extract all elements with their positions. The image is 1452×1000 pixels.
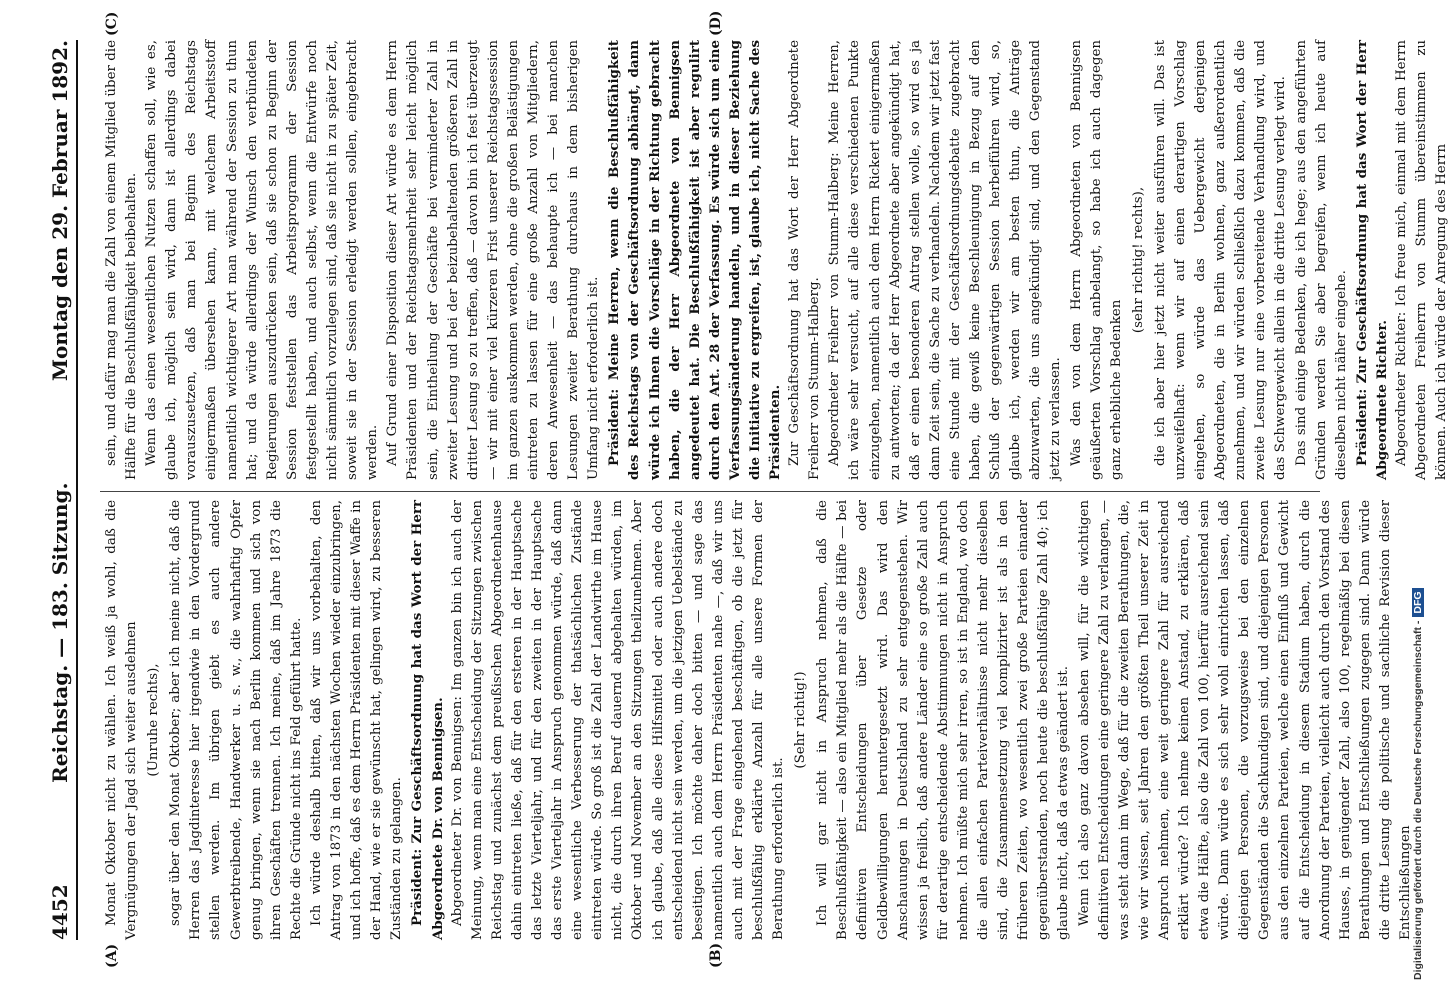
paragraph: Auf Grund einer Disposition dieser Art würde es dem Herrn Präsidenten und der Reichstagsmehrheit sehr leicht möglich sein, die Eintheilung der Geschäfte bei verminderter Zahl in zweiter Lesung und bei der beizubehaltenden größeren Zahl in dritter Lesung so zu treffen, daß — davon bin ich fest überzeugt — wir mit einer viel kürzeren Frist unserer Reichstagssession im ganzen auskommen werden, ohne die großen Belästigungen eintreten zu lassen für eine große Anzahl von Mitgliedern, deren Anwesenheit — das behaupte ich — bei manchen Lesungen zweiter Berathung durchaus in dem bisherigen Umfang nicht erforderlich ist.: [385, 40, 602, 480]
speaker-paragraph: Präsident: Zur Geschäftsordnung hat das Wort der Herr Abgeordnete Richter.: [1353, 40, 1390, 480]
left-column: [102, 500, 1413, 940]
paragraph: Was den von dem Herrn Abgeordneten von Bennigsen geäußerten Vorschlag anbelangt, so habe ich auch dagegen ganz erhebliche Bedenken: [1068, 40, 1124, 480]
page-header: [40, 40, 78, 940]
marker-a: (A): [104, 943, 120, 968]
paragraph: Abgeordneter Dr. von Bennigsen: Im ganzen bin ich auch der Meinung, wenn man eine Entscheidung der Sitzungen zwischen Reichstag und zunächst dem preußischen Abgeordnetenhause dahin eintreten ließe, daß für den ersteren in der Hauptsache das letzte Vierteljahr, und für den zweiten in der Hauptsache das erste Vierteljahr in Anspruch genommen würde, daß dann eine wesentliche Verbesserung der thatsächlichen Zustände eintreten würde. So groß ist die Zahl der Landwirthe im Hause nicht, die durch ihren Beruf dauernd abgehalten würden, im Oktober und November an den Sitzungen theilzunehmen. Aber ich glaube, daß alle diese Hilfsmittel oder auch andere doch entscheidend nicht sein werden, um die jetzigen Uebelstände zu beseitigen. Ich möchte daher doch bitten — und sage das namentlich auch dem Herrn Präsidenten nahe —, daß wir uns auch mit der Frage eingehend beschäftigen, ob die jetzt für beschlußfähig erklärte Anzahl für alle unsere Formen der Berathung erforderlich ist.: [449, 500, 787, 940]
interjection: (Unruhe rechts),: [146, 663, 162, 777]
column-divider: [100, 491, 1320, 492]
marker-b: (B): [708, 942, 724, 968]
paragraph: Ich will gar nicht in Anspruch nehmen, daß die Beschlußfähigkeit — also ein Mitglied mehr als die Hälfte — bei definitiven Entscheidungen über Gesetze oder Geldbewilligungen heruntergesetzt wird. Das wird den Anschauungen in Deutschland zu sehr entgegenstehen. Wir wissen ja freilich, daß andere Länder eine so große Zahl auch für derartige entscheidende Abstimmungen nicht in Anspruch nehmen. Ich müßte mich sehr irren, so ist in England, wo doch die allen einfachen Parteiverhältnisse nicht mehr dieselben sind, die Zusammensetzung viel komplizirter ist als in den früheren Zeiten, wo wesentlich zwei große Parteien einander gegenüberstanden, noch heute die beschlußfähige Zahl 40; ich glaube nicht, daß da etwas geändert ist.: [815, 500, 1072, 940]
paragraph: Das sind einige Bedenken, die ich hege; aus den angeführten Gründen werden Sie aber begreifen, wenn ich heute auf dieselben nicht näher eingehe.: [1293, 40, 1349, 480]
interjection: (Sehr richtig!): [793, 671, 809, 769]
paragraph: sein, und dafür mag man die Zahl von einem Mitglied über die Hälfte für die Beschlußfähigkeit beibehalten.: [104, 40, 140, 480]
interjection: (sehr richtig! rechts),: [1130, 186, 1146, 334]
paragraph: Zur Geschäftsordnung hat das Wort der Herr Abgeordnete Freiherr von Stumm-Halberg.: [787, 40, 823, 480]
digitization-credit: [1412, 20, 1424, 980]
session-title: Reichstag. — 183. Sitzung.: [48, 482, 72, 783]
paragraph: die ich aber hier jetzt nicht weiter ausführen will. Das ist unzweifelhaft: wenn wir auf einen derartigen Vorschlag eingehen, so würde das Uebergewicht derjenigen Abgeordneten, die in Berlin wohnen, ganz außerordentlich zunehmen, und wir würden schließlich dazu kommen, daß die zweite Lesung nur eine vorbereitende Verhandlung wird, und das Schwergewicht allein in die dritte Lesung verlegt wird.: [1152, 40, 1289, 480]
marker-d: (D): [708, 10, 724, 36]
marker-c: (C): [104, 11, 120, 36]
paragraph: Ich würde deshalb bitten, daß wir uns vorbehalten, den Antrag von 1873 in den nächsten Wochen wieder einzubringen, und ich hoffe, daß es dem Herrn Präsidenten mit dieser Waffe in der Hand, wie er sie gewünscht hat, gelingen wird, zu besseren Zuständen zu gelangen.: [308, 500, 405, 940]
paragraph: Abgeordneter Richter: Ich freue mich, einmal mit dem Herrn Abgeordneten Freiherrn von Stumm übereinstimmen zu können. Auch ich würde der Anregung des Herrn: [1394, 40, 1450, 480]
dfg-badge: DFG: [1412, 588, 1424, 616]
paragraph: Wenn ich also ganz davon absehen will, für die wichtigen definitiven Entscheidungen eine geringere Zahl zu verlangen, — was steht dann im Wege, daß für die zweiten Berathungen, die, wie wir wissen, seit Jahren den größten Theil unserer Zeit in Anspruch nehmen, eine weit geringere Zahl für ausreichend erklärt würde? Ich nehme keinen Anstand, zu erklären, daß etwa die Hälfte, also die Zahl von 100, hierfür ausreichend sein würde. Dann würde es sich sehr wohl einrichten lassen, daß diejenigen Personen, die vorzugsweise bei den einzelnen Gegenständen die Sachkundigen sind, und diejenigen Personen aus den einzelnen Parteien, welche einen Einfluß und Gewicht auf die Entscheidung in diesem Stadium haben, durch die Anordnung der Parteien, vielleicht auch durch den Vorstand des Hauses, in genügender Zahl, also 100, regelmäßig bei diesen Berathungen und Entschließungen zugegen sind. Dann würde die dritte Lesung die politische und sachliche Revision dieser Entschließungen: [1076, 500, 1413, 940]
credit-text: Digitalisierung gefördert durch die Deutsche Forschungsgemeinschaft -: [1412, 620, 1424, 980]
right-column: [102, 40, 1450, 480]
paragraph: Abgeordneter Freiherr von Stumm-Halberg: Meine Herren, ich wäre sehr versucht, auf alle diese verschiedenen Punkte einzugehen, namentlich auch dem Herrn Rickert einigermaßen zu antworten; da der Herr Abgeordnete aber angekündigt hat, daß er einen besonderen Antrag stellen wolle, so wird es ja dann Zeit sein, die Sache zu verhandeln. Nachdem wir jetzt fast eine Stunde mit der Geschäftsordnungsdebatte zugebracht haben, die gewiß keine Beschleunigung in Bezug auf den Schluß der gegenwärtigen Session herbeiführen wird, so, glaube ich, werden wir am besten thun, die Anträge abzuwarten, die uns angekündigt sind, und den Gegenstand jetzt zu verlassen.: [827, 40, 1064, 480]
page-number: 4452: [48, 884, 72, 940]
session-date: Montag den 29. Februar 1892.: [48, 40, 72, 382]
paragraph: Wenn das einen wesentlichen Nutzen schaffen soll, wie es, glaube ich, möglich sein wird, dann ist allerdings dabei vorauszusetzen, daß man bei Beginn des Reichstags einigermaßen übersehen kann, mit welchem Arbeitsstoff namentlich wichtigerer Art man während der Session zu thun hat; und da würde allerdings der Wunsch den verbündeten Regierungen auszudrücken sein, daß sie schon zu Beginn der Session feststellen das Arbeitsprogramm der Session festgestellt haben, und auch selbst, wenn die Entwürfe noch nicht sämmtlich vorzulegen sind, daß sie nicht in zu später Zeit, soweit sie in der Session erledigt werden sollen, eingebracht werden.: [144, 40, 381, 480]
paragraph: sogar über den Monat Oktober; aber ich meine nicht, daß die Herren das Jagdinteresse hier irgendwie in den Vordergrund stellen werden. Im übrigen giebt es auch andere Gewerbtreibende, Handwerker u. s. w., die wahrhaftig Opfer genug bringen, wenn sie nach Berlin kommen und sich von ihren Geschäften trennen. Ich meine, daß im Jahre 1873 die Rechte die Gründe nicht ins Feld geführt hatte.: [168, 500, 304, 940]
paragraph: Monat Oktober nicht zu wählen. Ich weiß ja wohl, daß die Vergnügungen der Jagd sich weiter ausdehnen: [104, 500, 140, 940]
speaker-paragraph: Präsident: Zur Geschäftsordnung hat das Wort der Herr Abgeordnete Dr. von Bennigsen.: [409, 500, 446, 940]
speaker-paragraph: Präsident: Meine Herren, wenn die Beschlußfähigkeit des Reichstags von der Geschäftsordnung abhängt, dann würde ich Ihnen die Vorschläge in der Richtung gebracht haben, die der Herr Abgeordnete von Bennigsen angedeutet hat. Die Beschlußfähigkeit ist aber regulirt durch den Art. 28 der Verfassung. Es würde sich um eine Verfassungsänderung handeln, und in dieser Beziehung die Initiative zu ergreifen, ist, glaube ich, nicht Sache des Präsidenten.: [606, 40, 784, 480]
